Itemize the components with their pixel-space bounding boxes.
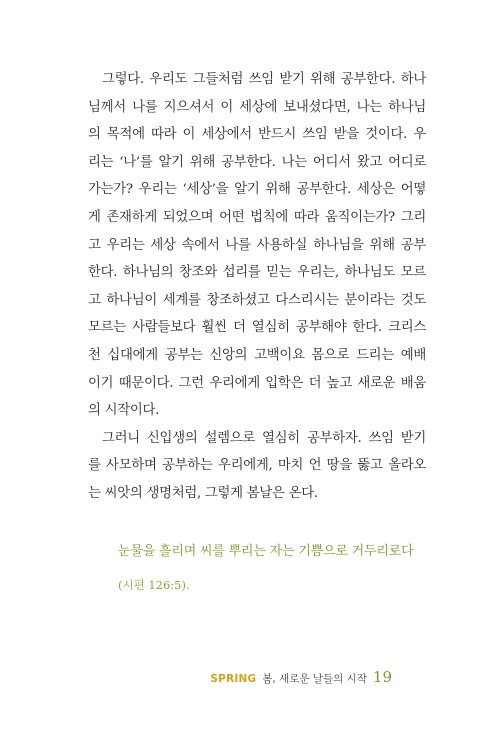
scripture-reference: (시편 126:5). xyxy=(118,578,190,592)
text-line: 의 목적에 따라 이 세상에서 반드시 쓰임 받을 것이다. 우 xyxy=(88,127,426,143)
footer-chapter-title: 봄, 새로운 날들의 시작 xyxy=(262,673,367,685)
scripture-quote: 눈물을 흘리며 씨를 뿌리는 자는 기쁨으로 거두리로다 xyxy=(118,544,414,559)
text-line: 이기 때문이다. 그런 우리에게 입학은 더 높고 새로운 배움 xyxy=(88,375,426,391)
text-line: 그렇다. 우리도 그들처럼 쓰임 받기 위해 공부한다. 하나 xyxy=(102,72,426,87)
text-line: 의 시작이다. xyxy=(88,403,160,419)
text-line: 고 하나님이 세계를 창조하셨고 다스리시는 분이라는 것도 xyxy=(88,292,426,308)
text-line: 천 십대에게 공부는 신앙의 고백이요 몸으로 드리는 예배 xyxy=(88,347,426,363)
text-line: 를 사모하며 공부하는 우리에게, 마치 언 땅을 뚫고 올라오 xyxy=(88,458,426,474)
footer-brand: SPRING xyxy=(210,673,257,685)
text-line: 리는 ‘나’를 알기 위해 공부한다. 나는 어디서 왔고 어디로 xyxy=(88,154,426,170)
text-line: 가는가? 우리는 ‘세상’을 알기 위해 공부한다. 세상은 어떻 xyxy=(88,182,426,198)
paragraph-2 xyxy=(88,425,426,508)
text-line: 모르는 사람들보다 훨씬 더 열심히 공부해야 한다. 크리스 xyxy=(88,320,426,336)
body-text xyxy=(88,66,426,508)
text-line: 는 씨앗의 생명처럼, 그렇게 봄날은 온다. xyxy=(88,485,318,501)
text-line: 게 존재하게 되었으며 어떤 법칙에 따라 움직이는가? 그리 xyxy=(88,209,426,225)
page-footer xyxy=(210,668,392,686)
page-number: 19 xyxy=(372,668,392,686)
text-line: 님께서 나를 지으셔서 이 세상에 보내셨다면, 나는 하나님 xyxy=(88,99,426,115)
paragraph-1 xyxy=(88,66,426,425)
text-line: 그러니 신입생의 설렘으로 열심히 공부하자. 쓰임 받기 xyxy=(102,430,426,446)
text-line: 고 우리는 세상 속에서 나를 사용하실 하나님을 위해 공부 xyxy=(88,237,426,253)
text-line: 한다. 하나님의 창조와 섭리를 믿는 우리는, 하나님도 모르 xyxy=(88,265,426,281)
